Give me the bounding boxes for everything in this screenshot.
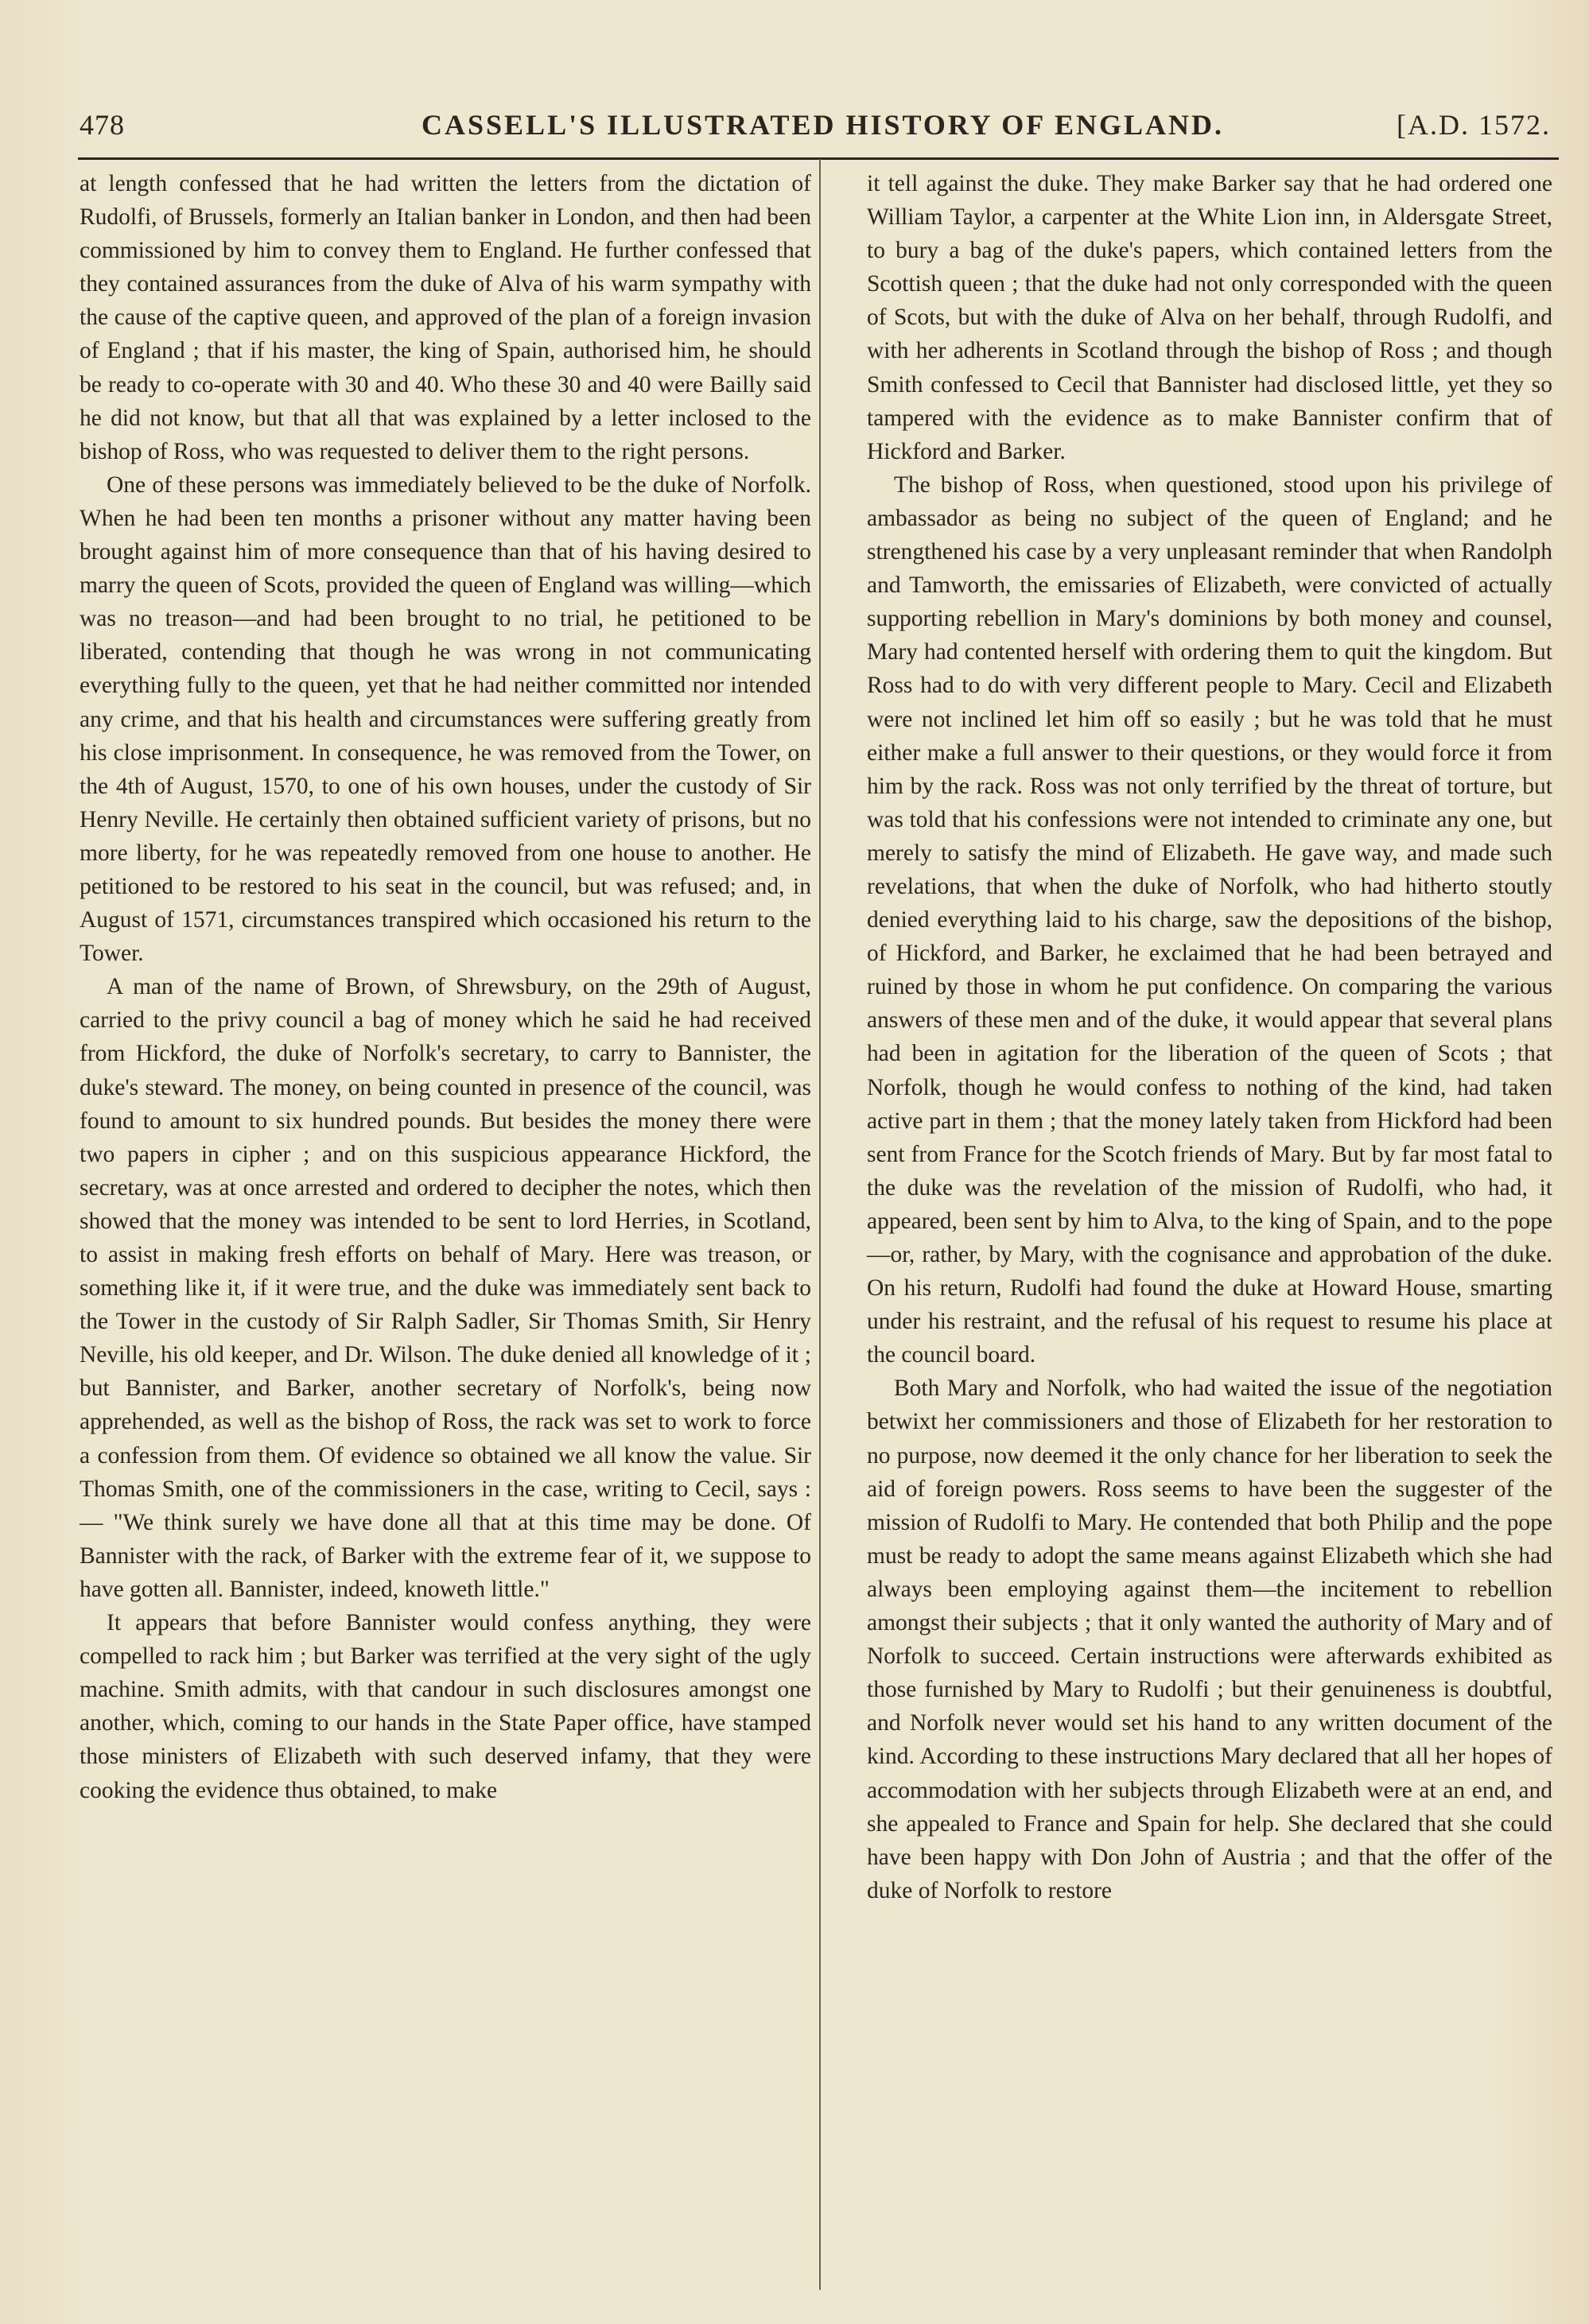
- paragraph: it tell against the duke. They make Barker say that he had ordered one William Taylor, a carpenter at the White Lion inn, in Aldersgate Street, to bury a bag of the duke's papers, which contained letters from the Scottish queen ; that the duke had not only corresponded with the queen of Scots, but with the duke of Alva on her behalf, through Rudolfi, and with her adherents in Scotland through the bishop of Ross ; and though Smith confessed to Cecil that Bannister had disclosed little, yet they so tampered with the evidence as to make Bannister confirm that of Hickford and Barker.: [867, 171, 1552, 464]
- running-header: [80, 108, 1559, 148]
- paragraph: A man of the name of Brown, of Shrewsbury, on the 29th of August, carried to the privy council a bag of money which he said he had received from Hickford, the duke of Norfolk's secretary, to carry to Bannister, the duke's steward. The money, on being counted in presence of the council, was found to amount to six hundred pounds. But besides the money there were two papers in cipher ; and on this suspicious appearance Hickford, the secretary, was at once arrested and ordered to decipher the notes, which then showed that the money was intended to be sent to lord Herries, in Scotland, to assist in making fresh efforts on behalf of Mary. Here was treason, or something like it, if it were true, and the duke was immediately sent back to the Tower in the custody of Sir Ralph Sadler, Sir Thomas Smith, Sir Henry Neville, his old keeper, and Dr. Wilson. The duke denied all knowledge of it ; but Bannister, and Barker, another secretary of Norfolk's, being now apprehended, as well as the bishop of Ross, the rack was set to work to force a confession from them. Of evidence so obtained we all know the value. Sir Thomas Smith, one of the commissioners in the case, writing to Cecil, says :— "We think surely we have done all that at this time may be done. Of Bannister with the rack, of Barker with the extreme fear of it, we suppose to have gotten all. Bannister, indeed, knoweth little.": [80, 974, 811, 1602]
- column-divider: [819, 159, 821, 2290]
- right-column: [867, 167, 1552, 1907]
- paragraph: at length confessed that he had written the letters from the dictation of Rudolfi, of Brussels, formerly an Italian banker in London, and then had been commissioned by him to convey them to England. He further confessed that they contained assurances from the duke of Alva of his warm sympathy with the cause of the captive queen, and approved of the plan of a foreign invasion of England ; that if his master, the king of Spain, authorised him, he should be ready to co-operate with 30 and 40. Who these 30 and 40 were Bailly said he did not know, but that all that was explained by a letter inclosed to the bishop of Ross, who was requested to deliver them to the right persons.: [80, 171, 811, 464]
- header-date: [A.D. 1572.: [1397, 109, 1551, 141]
- page-number: 478: [80, 109, 125, 141]
- paragraph: Both Mary and Norfolk, who had waited the issue of the negotiation betwixt her commissioners and those of Elizabeth for her restoration to no purpose, now deemed it the only chance for her liberation to seek the aid of foreign powers. Ross seems to have been the suggester of the mission of Rudolfi to Mary. He contended that both Philip and the pope must be ready to adopt the same means against Elizabeth which she had always been employing against them—the incitement to rebellion amongst their subjects ; that it only wanted the authority of Mary and of Norfolk to succeed. Certain instructions were afterwards exhibited as those furnished by Mary to Rudolfi ; but their genuineness is doubtful, and Norfolk never would set his hand to any written document of the kind. According to these instructions Mary declared that all her hopes of accommodation with her subjects through Elizabeth were at an end, and she appealed to France and Spain for help. She declared that she could have been happy with Don John of Austria ; and that the offer of the duke of Norfolk to restore: [867, 1375, 1552, 1903]
- left-column: [80, 167, 811, 1807]
- paragraph: The bishop of Ross, when questioned, stood upon his privilege of ambassador as being no subject of the queen of England; and he strengthened his case by a very unpleasant reminder that when Randolph and Tamworth, the emissaries of Elizabeth, were convicted of actually supporting rebellion in Mary's dominions by both money and counsel, Mary had contented herself with ordering them to quit the kingdom. But Ross had to do with very different people to Mary. Cecil and Elizabeth were not inclined let him off so easily ; but he was told that he must either make a full answer to their questions, or they would force it from him by the rack. Ross was not only terrified by the threat of torture, but was told that his confessions were not intended to criminate any one, but merely to satisfy the mind of Elizabeth. He gave way, and made such revelations, that when the duke of Norfolk, who had hitherto stoutly denied everything laid to his charge, saw the depositions of the bishop, of Hickford, and Barker, he exclaimed that he had been betrayed and ruined by those in whom he put confidence. On comparing the various answers of these men and of the duke, it would appear that several plans had been in agitation for the liberation of the queen of Scots ; that Norfolk, though he would confess to nothing of the kind, had taken active part in them ; that the money lately taken from Hickford had been sent from France for the Scotch friends of Mary. But by far most fatal to the duke was the revelation of the mission of Rudolfi, who had, it appeared, been sent by him to Alva, to the king of Spain, and to the pope—or, rather, by Mary, with the cognisance and approbation of the duke. On his return, Rudolfi had found the duke at Howard House, smarting under his restraint, and the refusal of his request to resume his place at the council board.: [867, 471, 1552, 1368]
- book-title: CASSELL'S ILLUSTRATED HISTORY OF ENGLAND.: [422, 109, 1224, 141]
- paragraph: It appears that before Bannister would confess anything, they were compelled to rack him ; but Barker was terrified at the very sight of the ugly machine. Smith admits, with that candour in such disclosures amongst one another, which, coming to our hands in the State Paper office, have stamped those ministers of Elizabeth with such deserved infamy, that they were cooking the evidence thus obtained, to make: [80, 1610, 811, 1803]
- header-rule: [78, 157, 1559, 160]
- paragraph: One of these persons was immediately believed to be the duke of Norfolk. When he had been ten months a prisoner without any matter having been brought against him of more consequence than that of his having desired to marry the queen of Scots, provided the queen of England was willing—which was no treason—and had been brought to no trial, he petitioned to be liberated, contending that though he was wrong in not communicating everything fully to the queen, yet that he had neither committed nor intended any crime, and that his health and circumstances were suffering greatly from his close imprisonment. In consequence, he was removed from the Tower, on the 4th of August, 1570, to one of his own houses, under the custody of Sir Henry Neville. He certainly then obtained sufficient variety of prisons, but no more liberty, for he was repeatedly removed from one house to another. He petitioned to be restored to his seat in the council, but was refused; and, in August of 1571, circumstances transpired which occasioned his return to the Tower.: [80, 471, 811, 967]
